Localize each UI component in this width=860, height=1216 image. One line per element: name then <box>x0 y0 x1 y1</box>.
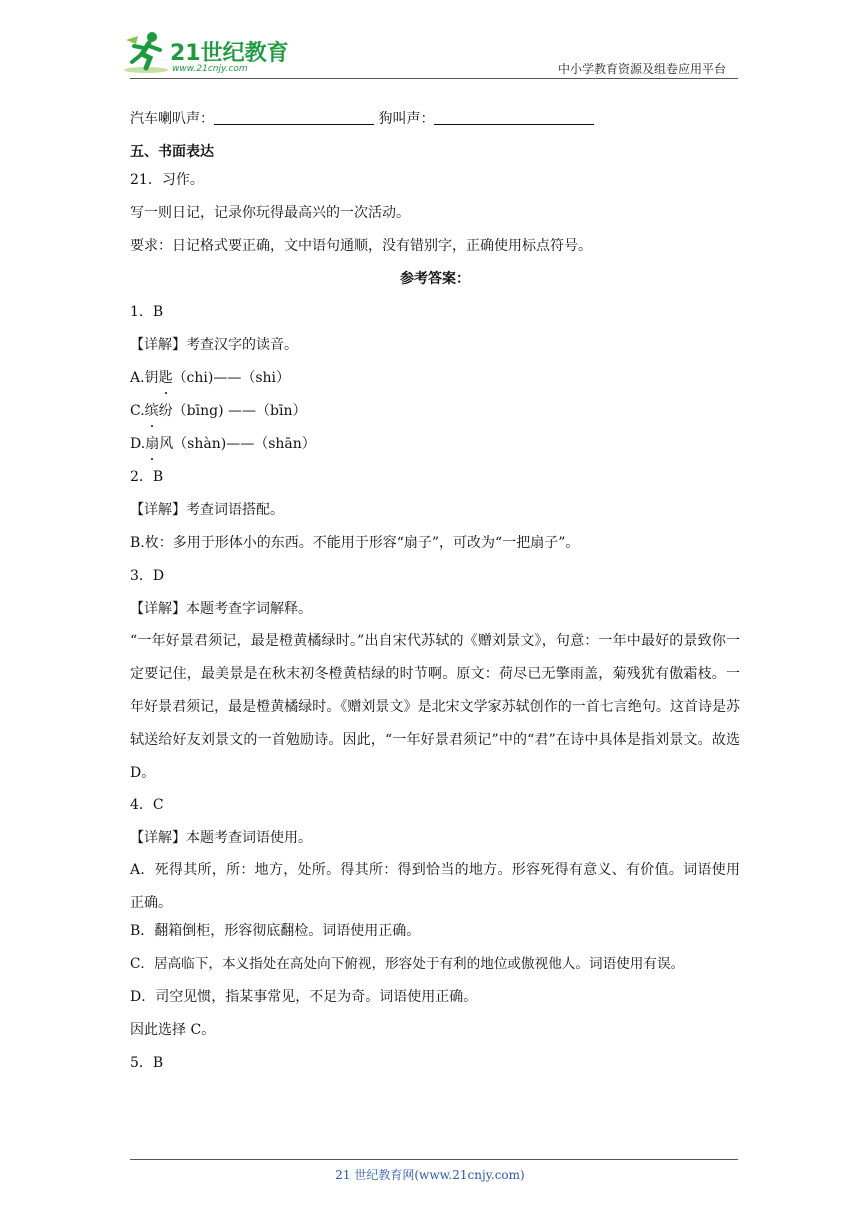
answer-1-explain: 【详解】考查汉字的读音。 <box>130 337 298 353</box>
runner-logo-icon <box>122 30 168 74</box>
answer-5: 5．B <box>130 1055 164 1071</box>
question-21-task: 写一则日记，记录你玩得最高兴的一次活动。 <box>130 205 410 221</box>
answer-2: 2．B <box>130 469 164 485</box>
car-horn-label: 汽车喇叭声： <box>130 111 214 127</box>
answer-1-option-c: C.缤纷（bīng) ——（bīn） <box>130 400 740 422</box>
answer-4-option-b: B．翻箱倒柜，形容彻底翻检。词语使用正确。 <box>130 923 421 939</box>
answer-2-explain: 【详解】考查词语搭配。 <box>130 502 284 518</box>
platform-name: 中小学教育资源及组卷应用平台 <box>557 62 726 76</box>
answer-3: 3．D <box>130 568 165 584</box>
answer-2-option-b: B.枚：多用于形体小的东西。不能用于形容“扇子”，可改为“一把扇子”。 <box>130 535 580 551</box>
footer-link[interactable]: 21 世纪教育网(www.21cnjy.com) <box>335 1168 525 1182</box>
question-21-requirement: 要求：日记格式要正确，文中语句通顺，没有错别字，正确使用标点符号。 <box>130 238 592 254</box>
document-body <box>130 108 740 1085</box>
question-21: 21．习作。 <box>130 172 204 188</box>
answer-4-option-d: D．司空见惯，指某事常见，不足为奇。词语使用正确。 <box>130 989 478 1005</box>
site-logo[interactable] <box>122 30 292 80</box>
section-heading: 五、书面表达 <box>130 144 214 160</box>
answer-4: 4．C <box>130 797 164 813</box>
answer-1-option-d: D.扇风（shàn)——（shān） <box>130 433 740 455</box>
answer-1-option-a: A.钥匙（chi)——（shi） <box>130 367 740 389</box>
answer-4-summary: 因此选择 C。 <box>130 1022 216 1038</box>
answer-4-option-a: A．死得其所，所：地方，处所。得其所：得到恰当的地方。形容死得有意义、有价值。词语使用正确。 <box>130 862 740 911</box>
sound-blanks-line <box>130 108 740 130</box>
dog-bark-blank <box>434 110 594 125</box>
answer-1: 1．B <box>130 304 164 320</box>
dog-bark-label: 狗叫声： <box>378 111 435 127</box>
answer-3-paragraph: “一年好景君须记，最是橙黄橘绿时。”出自宋代苏轼的《赠刘景文》，句意：一年中最好的景致你一定要记住，最美景是在秋末初冬橙黄桔绿的时节啊。原文：荷尽已无擎雨盖，菊残犹有傲霜枝。一年好景君须记，最是橙黄橘绿时。《赠刘景文》是北宋文学家苏轼创作的一首七言绝句。这首诗是苏轼送给好友刘景文的一首勉励诗。因此，“一年好景君须记”中的“君”在诗中具体是指刘景文。故选 D。 <box>130 633 740 781</box>
car-horn-blank <box>214 110 374 125</box>
logo-url: www.21cnjy.com <box>172 64 248 74</box>
answer-title: 参考答案： <box>400 271 470 287</box>
footer-divider <box>130 1159 738 1160</box>
logo-text: 21世纪教育 <box>170 41 289 66</box>
answer-4-explain: 【详解】本题考查词语使用。 <box>130 830 312 846</box>
answer-3-explain: 【详解】本题考查字词解释。 <box>130 601 312 617</box>
header-divider <box>130 78 738 79</box>
page-header <box>0 0 860 90</box>
answer-4-option-c: C．居高临下，本义指处在高处向下俯视，形容处于有利的地位或傲视他人。词语使用有误。 <box>130 956 685 972</box>
